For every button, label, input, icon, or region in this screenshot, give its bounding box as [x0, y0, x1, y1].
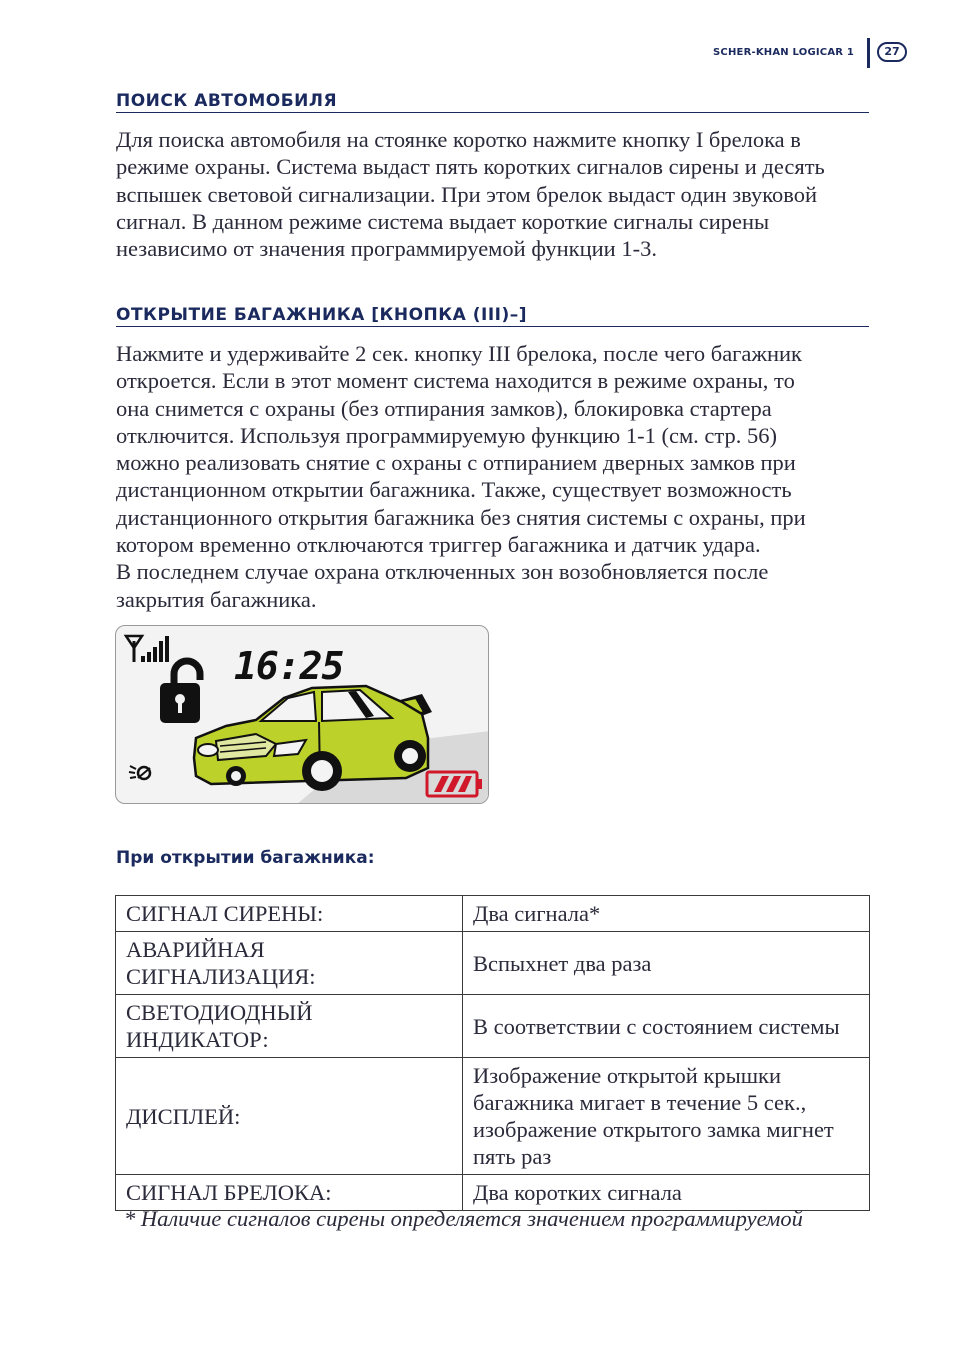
paragraph-line: котором временно отключаются триггер багажника и датчик удара.	[116, 532, 761, 558]
table-row	[116, 995, 870, 1058]
table-cell-key: АВАРИЙНАЯ СИГНАЛИЗАЦИЯ:	[116, 932, 463, 995]
header-brand: SCHER-KHAN LOGICAR 1	[713, 47, 854, 58]
signal-antenna-icon	[126, 636, 169, 662]
table-cell-key: СВЕТОДИОДНЫЙ ИНДИКАТОР:	[116, 995, 463, 1058]
trunk-open-signals-table	[115, 895, 870, 1211]
car-open-trunk-icon	[194, 686, 432, 791]
table-row	[116, 932, 870, 995]
paragraph-line: можно реализовать снятие с охраны с отпиранием дверных замков при	[116, 450, 796, 476]
paragraph-line: закрытия багажника.	[116, 586, 317, 612]
header-divider	[867, 38, 870, 68]
table-cell-key: ДИСПЛЕЙ:	[116, 1058, 463, 1175]
section-title-trunk-open: ОТКРЫТИЕ БАГАЖНИКА [КНОПКА (III)–]	[116, 305, 869, 327]
table-cell-value: Два коротких сигнала	[463, 1175, 870, 1211]
paragraph-line: вспышек световой сигнализации. При этом брелок выдаст один звуковой	[116, 181, 818, 207]
table-cell-value: Два сигнала*	[463, 896, 870, 932]
paragraph-line: независимо от значения программируемой функции 1-3.	[116, 236, 657, 262]
table-cell-key: СИГНАЛ БРЕЛОКА:	[116, 1175, 463, 1211]
table-row	[116, 896, 870, 932]
paragraph-line: В последнем случае охрана отключенных зон возобновляется после	[116, 559, 769, 585]
table-heading: При открытии багажника:	[116, 848, 375, 868]
table-cell-value: Изображение открытой крышки багажника мигает в течение 5 сек., изображение открытого замка мигнет пять раз	[463, 1058, 870, 1175]
paragraph-line: режиме охраны. Система выдаст пять коротких сигналов сирены и десять	[116, 154, 825, 180]
paragraph-line: дистанционного открытия багажника без снятия системы с охраны, при	[116, 504, 806, 530]
paragraph-line: Для поиска автомобиля на стоянке коротко нажмите кнопку I брелока в	[116, 127, 801, 152]
table-cell-value: Вспыхнет два раза	[463, 932, 870, 995]
paragraph-line: сигнал. В данном режиме система выдает короткие сигналы сирены	[116, 208, 770, 234]
paragraph-line: Нажмите и удерживайте 2 сек. кнопку III брелока, после чего багажник	[116, 341, 802, 366]
paragraph-line: откроется. Если в этот момент система находится в режиме охраны, то	[116, 368, 795, 394]
page-number: 27	[877, 42, 907, 62]
table-cell-key: СИГНАЛ СИРЕНЫ:	[116, 896, 463, 932]
paragraph-line: она снимется с охраны (без отпирания замков), блокировка стартера	[116, 395, 772, 421]
display-clock: 16:25	[234, 644, 344, 688]
footnote: * Наличие сигналов сирены определяется значением программируемой	[124, 1206, 803, 1231]
keyfob-display-illustration	[115, 625, 489, 804]
paragraph-line: дистанционном открытии багажника. Также, существует возможность	[116, 477, 792, 503]
paragraph-trunk-open	[116, 340, 856, 613]
table-cell-value: В соответствии с состоянием системы	[463, 995, 870, 1058]
paragraph-car-search	[116, 126, 856, 262]
section-title-car-search: ПОИСК АВТОМОБИЛЯ	[116, 91, 869, 113]
table-row	[116, 1058, 870, 1175]
paragraph-line: отключится. Используя программируемую функцию 1-1 (см. стр. 56)	[116, 422, 778, 448]
shock-sensor-icon	[129, 766, 150, 779]
unlocked-padlock-icon	[160, 661, 200, 723]
